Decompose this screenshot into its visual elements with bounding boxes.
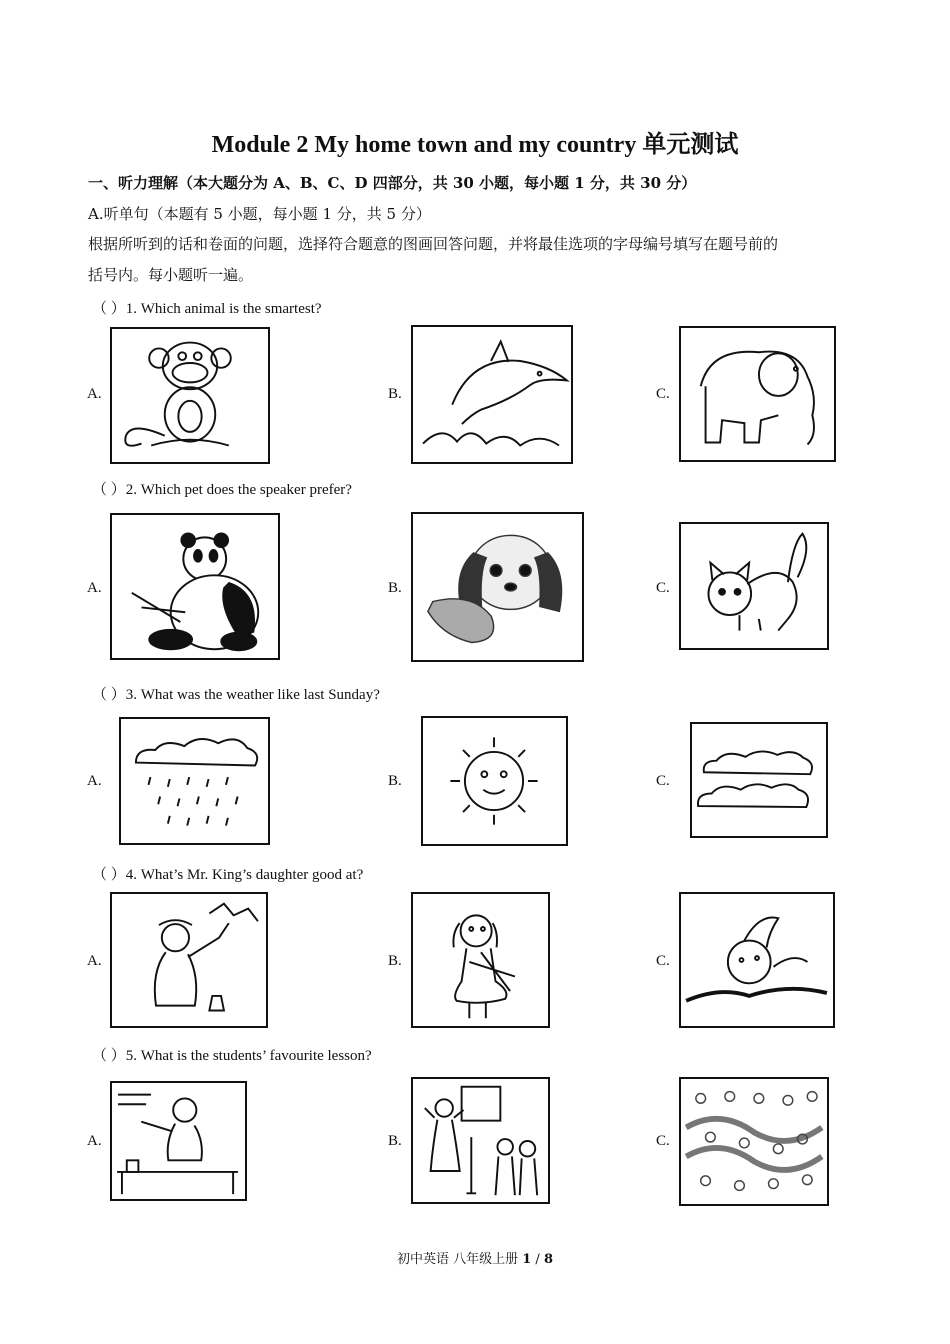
violin-picture[interactable] bbox=[411, 892, 550, 1028]
elephant-picture[interactable] bbox=[679, 326, 836, 462]
option-label-c: C. bbox=[656, 386, 670, 402]
question-text: 5. What is the students’ favourite lesson? bbox=[125, 1048, 372, 1064]
pe-lesson-picture[interactable] bbox=[679, 1077, 829, 1206]
answer-bracket[interactable]: （ ） bbox=[92, 1048, 126, 1064]
dolphin-picture[interactable] bbox=[411, 325, 573, 464]
answer-bracket[interactable]: （ ） bbox=[92, 482, 126, 498]
answer-bracket[interactable]: （ ） bbox=[92, 867, 126, 883]
option-label-a: A. bbox=[87, 1133, 102, 1149]
painting-picture[interactable] bbox=[110, 892, 268, 1028]
question-text: 2. Which pet does the speaker prefer? bbox=[125, 482, 352, 498]
question-text: 4. What’s Mr. King’s daughter good at? bbox=[125, 867, 364, 883]
option-label-b: B. bbox=[388, 773, 402, 789]
option-label-b: B. bbox=[388, 580, 402, 596]
question-4 bbox=[92, 863, 363, 884]
puppy-picture[interactable] bbox=[411, 512, 584, 662]
swimming-picture[interactable] bbox=[679, 892, 835, 1028]
answer-bracket[interactable]: （ ） bbox=[92, 687, 126, 703]
sun-picture[interactable] bbox=[421, 716, 568, 846]
option-label-c: C. bbox=[656, 773, 670, 789]
question-text: 1. Which animal is the smartest? bbox=[125, 301, 322, 317]
answer-bracket[interactable]: （ ） bbox=[92, 301, 126, 317]
question-2 bbox=[92, 478, 352, 499]
cat-picture[interactable] bbox=[679, 522, 829, 650]
page-footer bbox=[0, 1248, 950, 1267]
option-label-a: A. bbox=[87, 386, 102, 402]
cloud-picture[interactable] bbox=[690, 722, 828, 838]
option-label-c: C. bbox=[656, 1133, 670, 1149]
panda-picture[interactable] bbox=[110, 513, 280, 660]
option-label-c: C. bbox=[656, 953, 670, 969]
option-label-c: C. bbox=[656, 580, 670, 596]
monkey-picture[interactable] bbox=[110, 327, 270, 464]
footer-page-number: 1 bbox=[522, 1252, 532, 1267]
instruction-line-2: 括号内。每小题听一遍。 bbox=[88, 266, 254, 284]
question-3 bbox=[92, 683, 380, 704]
math-lesson-picture[interactable] bbox=[110, 1081, 247, 1201]
part-a-heading: A.听单句（本题有 5 小题，每小题 1 分，共 5 分） bbox=[88, 205, 431, 223]
footer-separator: / bbox=[531, 1252, 544, 1267]
footer-page-total: 8 bbox=[543, 1252, 553, 1267]
question-1 bbox=[92, 297, 322, 318]
question-5 bbox=[92, 1044, 372, 1065]
footer-subject: 初中英语 八年级上册 bbox=[396, 1252, 523, 1267]
option-label-a: A. bbox=[87, 953, 102, 969]
question-text: 3. What was the weather like last Sunday? bbox=[125, 687, 380, 703]
music-lesson-picture[interactable] bbox=[411, 1077, 550, 1204]
option-label-b: B. bbox=[388, 386, 402, 402]
instruction-line-1: 根据所听到的话和卷面的问题，选择符合题意的图画回答问题，并将最佳选项的字母编号填写在题号前的 bbox=[88, 235, 779, 253]
option-label-a: A. bbox=[87, 580, 102, 596]
option-label-b: B. bbox=[388, 953, 402, 969]
option-label-a: A. bbox=[87, 773, 102, 789]
option-label-b: B. bbox=[388, 1133, 402, 1149]
section-heading: 一、听力理解（本大题分为 A、B、C、D 四部分，共 30 小题，每小题 1 分，共 30 分） bbox=[88, 174, 697, 192]
rain-picture[interactable] bbox=[119, 717, 270, 845]
page-title: Module 2 My home town and my country 单元测试 bbox=[211, 132, 739, 158]
